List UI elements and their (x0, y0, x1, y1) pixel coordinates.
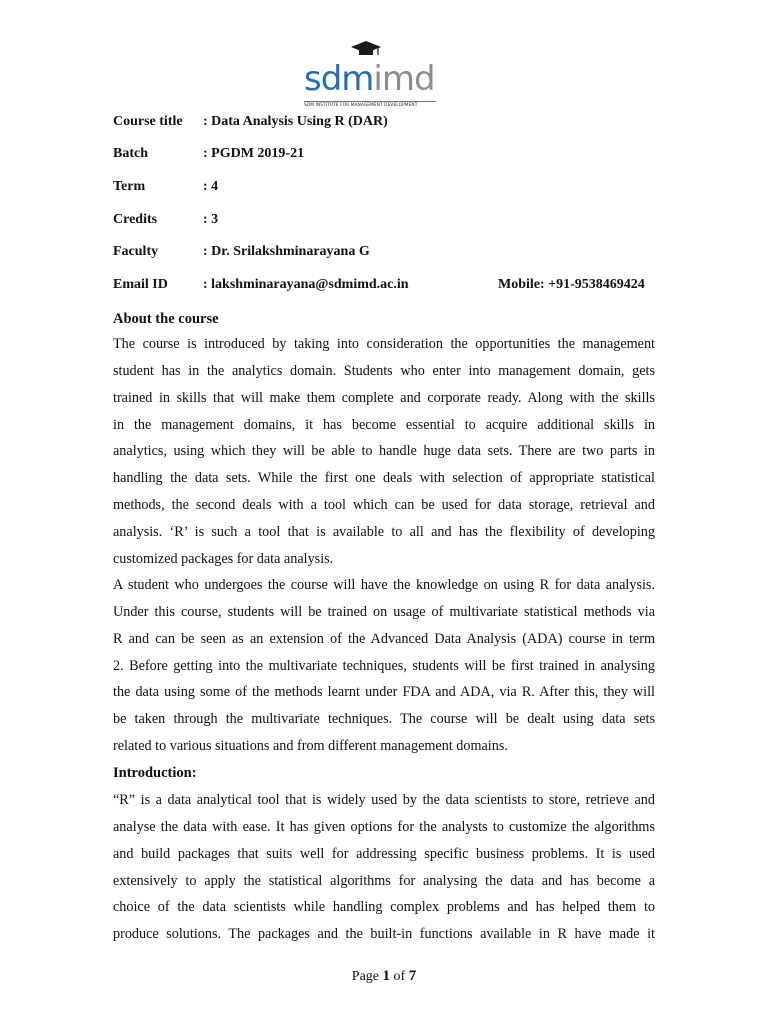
email-label: Email ID (113, 277, 168, 292)
text-line: 2. Before getting into the multivariate techniques, students will be first trained in analysing (113, 657, 655, 674)
text-line: analyse the data with ease. It has given options for the analysts to customize the algorithms (113, 818, 655, 835)
email-value: : lakshminarayana@sdmimd.ac.in (203, 277, 409, 292)
credits-value: : 3 (203, 212, 219, 227)
about-paragraph-2 (113, 572, 655, 760)
institute-logo (300, 40, 436, 112)
text-line: extensively to apply the statistical algorithms for analysing the data and has become a (113, 872, 655, 889)
graduation-cap-icon (348, 40, 384, 60)
text-line: trained in skills that will make them complete and corporate ready. Along with the skills (113, 389, 655, 406)
text-line: produce solutions. The packages and the built-in functions available in R have made it (113, 926, 655, 943)
credits-label: Credits (113, 212, 158, 227)
about-heading: About the course (113, 311, 219, 327)
page-total: 7 (408, 968, 417, 984)
batch-value: : PGDM 2019-21 (203, 146, 305, 161)
page-current: 1 (382, 968, 391, 984)
text-line: analytics, using which they will be able to handle huge data sets. There are two parts in (113, 443, 655, 460)
faculty-value: : Dr. Srilakshminarayana G (203, 244, 370, 259)
batch-label: Batch (113, 146, 148, 161)
page-word: Page (351, 969, 380, 984)
course-title-value: : Data Analysis Using R (DAR) (203, 114, 388, 129)
text-line: handling the data sets. While the first one deals with selection of appropriate statistical (113, 470, 655, 487)
text-line: in the management domains, it has become essential to acquire additional skills in (113, 416, 655, 433)
term-label: Term (113, 179, 146, 194)
text-line: R and can be seen as an extension of the Advanced Data Analysis (ADA) course in term (113, 630, 655, 647)
text-line: and build packages that suits well for addressing specific business problems. It is used (113, 845, 655, 862)
text-line: student has in the analytics domain. Students who enter into management domain, gets (113, 362, 655, 379)
text-line: customized packages for data analysis. (113, 550, 334, 567)
logo-wordmark: sdmimd (304, 59, 435, 99)
about-paragraph-1 (113, 331, 655, 573)
text-line: Under this course, students will be trained on usage of multivariate statistical methods via (113, 603, 655, 620)
text-line: “R” is a data analytical tool that is widely used by the data scientists to store, retrieve and (113, 792, 655, 808)
text-line: The course is introduced by taking into consideration the opportunities the management (113, 336, 655, 352)
faculty-label: Faculty (113, 244, 159, 259)
text-line: analysis. ‘R’ is such a tool that is available to all and has the flexibility of developing (113, 523, 655, 540)
course-title-label: Course title (113, 114, 183, 129)
text-line: the data using some of the methods learnt under FDA and ADA, via R. After this, they will (113, 684, 655, 701)
term-value: : 4 (203, 179, 219, 194)
of-word: of (393, 969, 406, 984)
logo-tagline: SDM INSTITUTE FOR MANAGEMENT DEVELOPMENT (304, 101, 436, 108)
text-line: methods, the second deals with a tool which can be used for data storage, retrieval and (113, 497, 655, 514)
introduction-heading: Introduction: (113, 765, 197, 781)
page-footer (0, 968, 768, 985)
text-line: be taken through the multivariate techniques. The course will be dealt using data sets (113, 711, 655, 728)
text-line: choice of the data scientists while handling complex problems and has helped them to (113, 899, 655, 916)
introduction-paragraph (113, 787, 655, 948)
mobile-number: Mobile: +91-9538469424 (498, 277, 645, 292)
text-line: A student who undergoes the course will have the knowledge on using R for data analysis. (113, 577, 655, 593)
text-line: related to various situations and from different management domains. (113, 738, 508, 755)
